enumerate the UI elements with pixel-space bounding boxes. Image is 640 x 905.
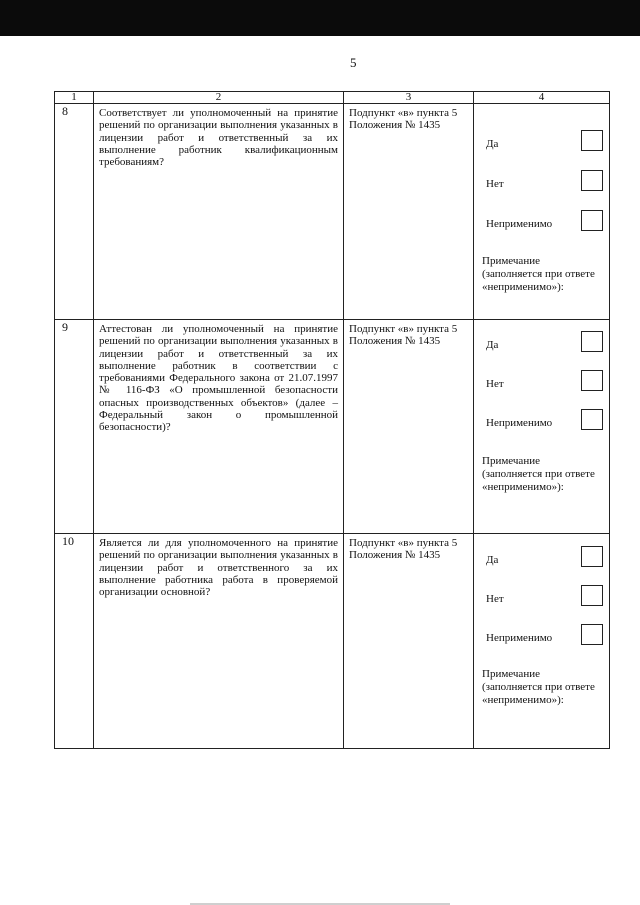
legal-reference: Подпункт «в» пункта 5 Положения № 1435 xyxy=(344,320,474,534)
column-header-2: 2 xyxy=(94,92,344,104)
option-yes-label: Да xyxy=(486,339,499,351)
question-text: Соответствует ли уполномоченный на принятие решений по организации выполнения указанных в лицензии работ и ответственный за их выполнение работник квалификационным требованиям? xyxy=(94,104,344,320)
column-header-4: 4 xyxy=(474,92,610,104)
option-no-label: Нет xyxy=(486,593,504,605)
option-no-label: Нет xyxy=(486,178,504,190)
row-number: 8 xyxy=(55,104,94,320)
option-na-label: Неприменимо xyxy=(486,417,553,429)
no-checkbox[interactable] xyxy=(581,370,603,391)
option-na-label: Неприменимо xyxy=(486,218,553,230)
answer-cell xyxy=(474,104,610,320)
na-checkbox[interactable] xyxy=(581,210,603,231)
row-number: 9 xyxy=(55,320,94,534)
option-yes-label: Да xyxy=(486,554,499,566)
note-label: Примечание (заполняется при ответе «неприменимо»): xyxy=(482,255,595,293)
na-checkbox[interactable] xyxy=(581,624,603,645)
scan-top-border xyxy=(0,0,640,36)
na-checkbox[interactable] xyxy=(581,409,603,430)
row-number: 10 xyxy=(55,534,94,749)
column-header-1: 1 xyxy=(55,92,94,104)
yes-checkbox[interactable] xyxy=(581,130,603,151)
header-row xyxy=(55,92,610,104)
column-header-3: 3 xyxy=(344,92,474,104)
checklist-row-10 xyxy=(55,534,610,749)
checklist-row-8 xyxy=(55,104,610,320)
option-no-label: Нет xyxy=(486,378,504,390)
yes-checkbox[interactable] xyxy=(581,331,603,352)
note-label: Примечание (заполняется при ответе «неприменимо»): xyxy=(482,455,595,493)
page-number: 5 xyxy=(350,55,357,70)
legal-reference: Подпункт «в» пункта 5 Положения № 1435 xyxy=(344,534,474,749)
legal-reference: Подпункт «в» пункта 5 Положения № 1435 xyxy=(344,104,474,320)
yes-checkbox[interactable] xyxy=(581,546,603,567)
no-checkbox[interactable] xyxy=(581,170,603,191)
answer-cell xyxy=(474,534,610,749)
question-text: Является ли для уполномоченного на принятие решений по организации выполнения указанных в лицензии работ и ответственного за их выполнение работника работа в проверяемой организации основной? xyxy=(94,534,344,749)
no-checkbox[interactable] xyxy=(581,585,603,606)
option-na-label: Неприменимо xyxy=(486,632,553,644)
question-text: Аттестован ли уполномоченный на принятие решений по организации выполнения указанных в лицензии работ и ответственный за их выполнение работник в соответствии с требованиями Федерального закона от 21.07.1997 № 116-ФЗ «О промышленной безопасности опасных производственных объектов» (далее – Федеральный закон о промышленной безопасности)? xyxy=(94,320,344,534)
option-yes-label: Да xyxy=(486,138,499,150)
checklist-table xyxy=(54,91,610,749)
checklist-row-9 xyxy=(55,320,610,534)
answer-cell xyxy=(474,320,610,534)
note-label: Примечание (заполняется при ответе «неприменимо»): xyxy=(482,668,595,706)
